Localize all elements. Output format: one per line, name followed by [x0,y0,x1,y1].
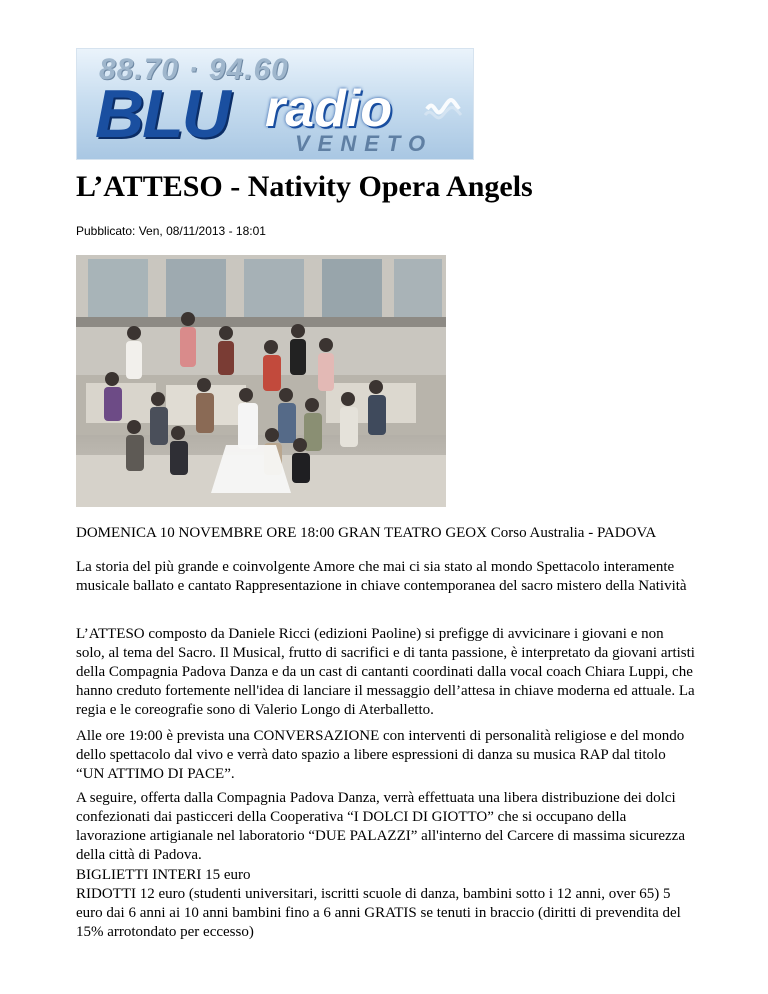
published-date: Pubblicato: Ven, 08/11/2013 - 18:01 [76,224,266,238]
paragraph: Alle ore 19:00 è prevista una CONVERSAZIONE con interventi di personalità religiose e del mondo dello spettacolo dal vivo e verrà dato spazio a libere espressioni di danza su musica RAP dal titolo “UN ATTIMO DI PACE”. [76,728,685,782]
cast-photo-image [76,255,446,507]
conversation-paragraph [76,727,696,784]
logo-frequency: 88.70 · 94.60 [99,53,289,86]
article-title: L’ATTESO - Nativity Opera Angels [76,170,533,203]
tickets-section [76,866,696,942]
paragraph: DOMENICA 10 NOVEMBRE ORE 18:00 GRAN TEATRO GEOX Corso Australia - PADOVA [76,525,657,541]
sweets-paragraph [76,789,696,865]
logo-blu: BLU [95,76,229,152]
tickets-full: BIGLIETTI INTERI 15 euro [76,867,251,883]
cast-photo [76,255,446,507]
paragraph: La storia del più grande e coinvolgente Amore che mai ci sia stato al mondo Spettacolo interamente musicale ballato e cantato Rappresentazione in chiave contemporanea del sacro mistero della Natività [76,559,687,594]
logo-region: VENETO [295,131,434,156]
tickets-reduced: RIDOTTI 12 euro (studenti universitari, iscritti scuole di danza, bambini sotto i 12 anni, over 65) 5 euro dai 6 anni ai 10 anni bambini fino a 6 anni GRATIS se tenuti in braccio (diritti di prevendita del 15% arrotondato per eccesso) [76,886,681,940]
description-paragraph [76,625,696,720]
paragraph: L’ATTESO composto da Daniele Ricci (edizioni Paoline) si prefigge di avvicinare i giovani e non solo, al tema del Sacro. Il Musical, frutto di sacrifici e di tanta passione, è interpretato da giovani artisti della Compagnia Padova Danza e da un cast di cantanti coordinati dalla vocal coach Chiara Luppi, che hanno creduto fortemente nell'idea di lanciare il messaggio dell’attesa in chiave moderna ed attuale. La regia e le coreografie sono di Valerio Longo di Aterballetto. [76,626,695,718]
logo-radio: radio [265,80,393,138]
blu-radio-logo [76,48,474,160]
paragraph: A seguire, offerta dalla Compagnia Padova Danza, verrà effettuata una libera distribuzione dei dolci confezionati dai pasticceri della Cooperativa “I DOLCI DI GIOTTO” che si occupano della lavorazione artigianale nel laboratorio “DUE PALAZZI” all'interno del Carcere di massima sicurezza della città di Padova. [76,790,685,863]
event-date-line [76,524,696,543]
signal-wave-icon [421,87,465,131]
intro-paragraph [76,558,696,596]
